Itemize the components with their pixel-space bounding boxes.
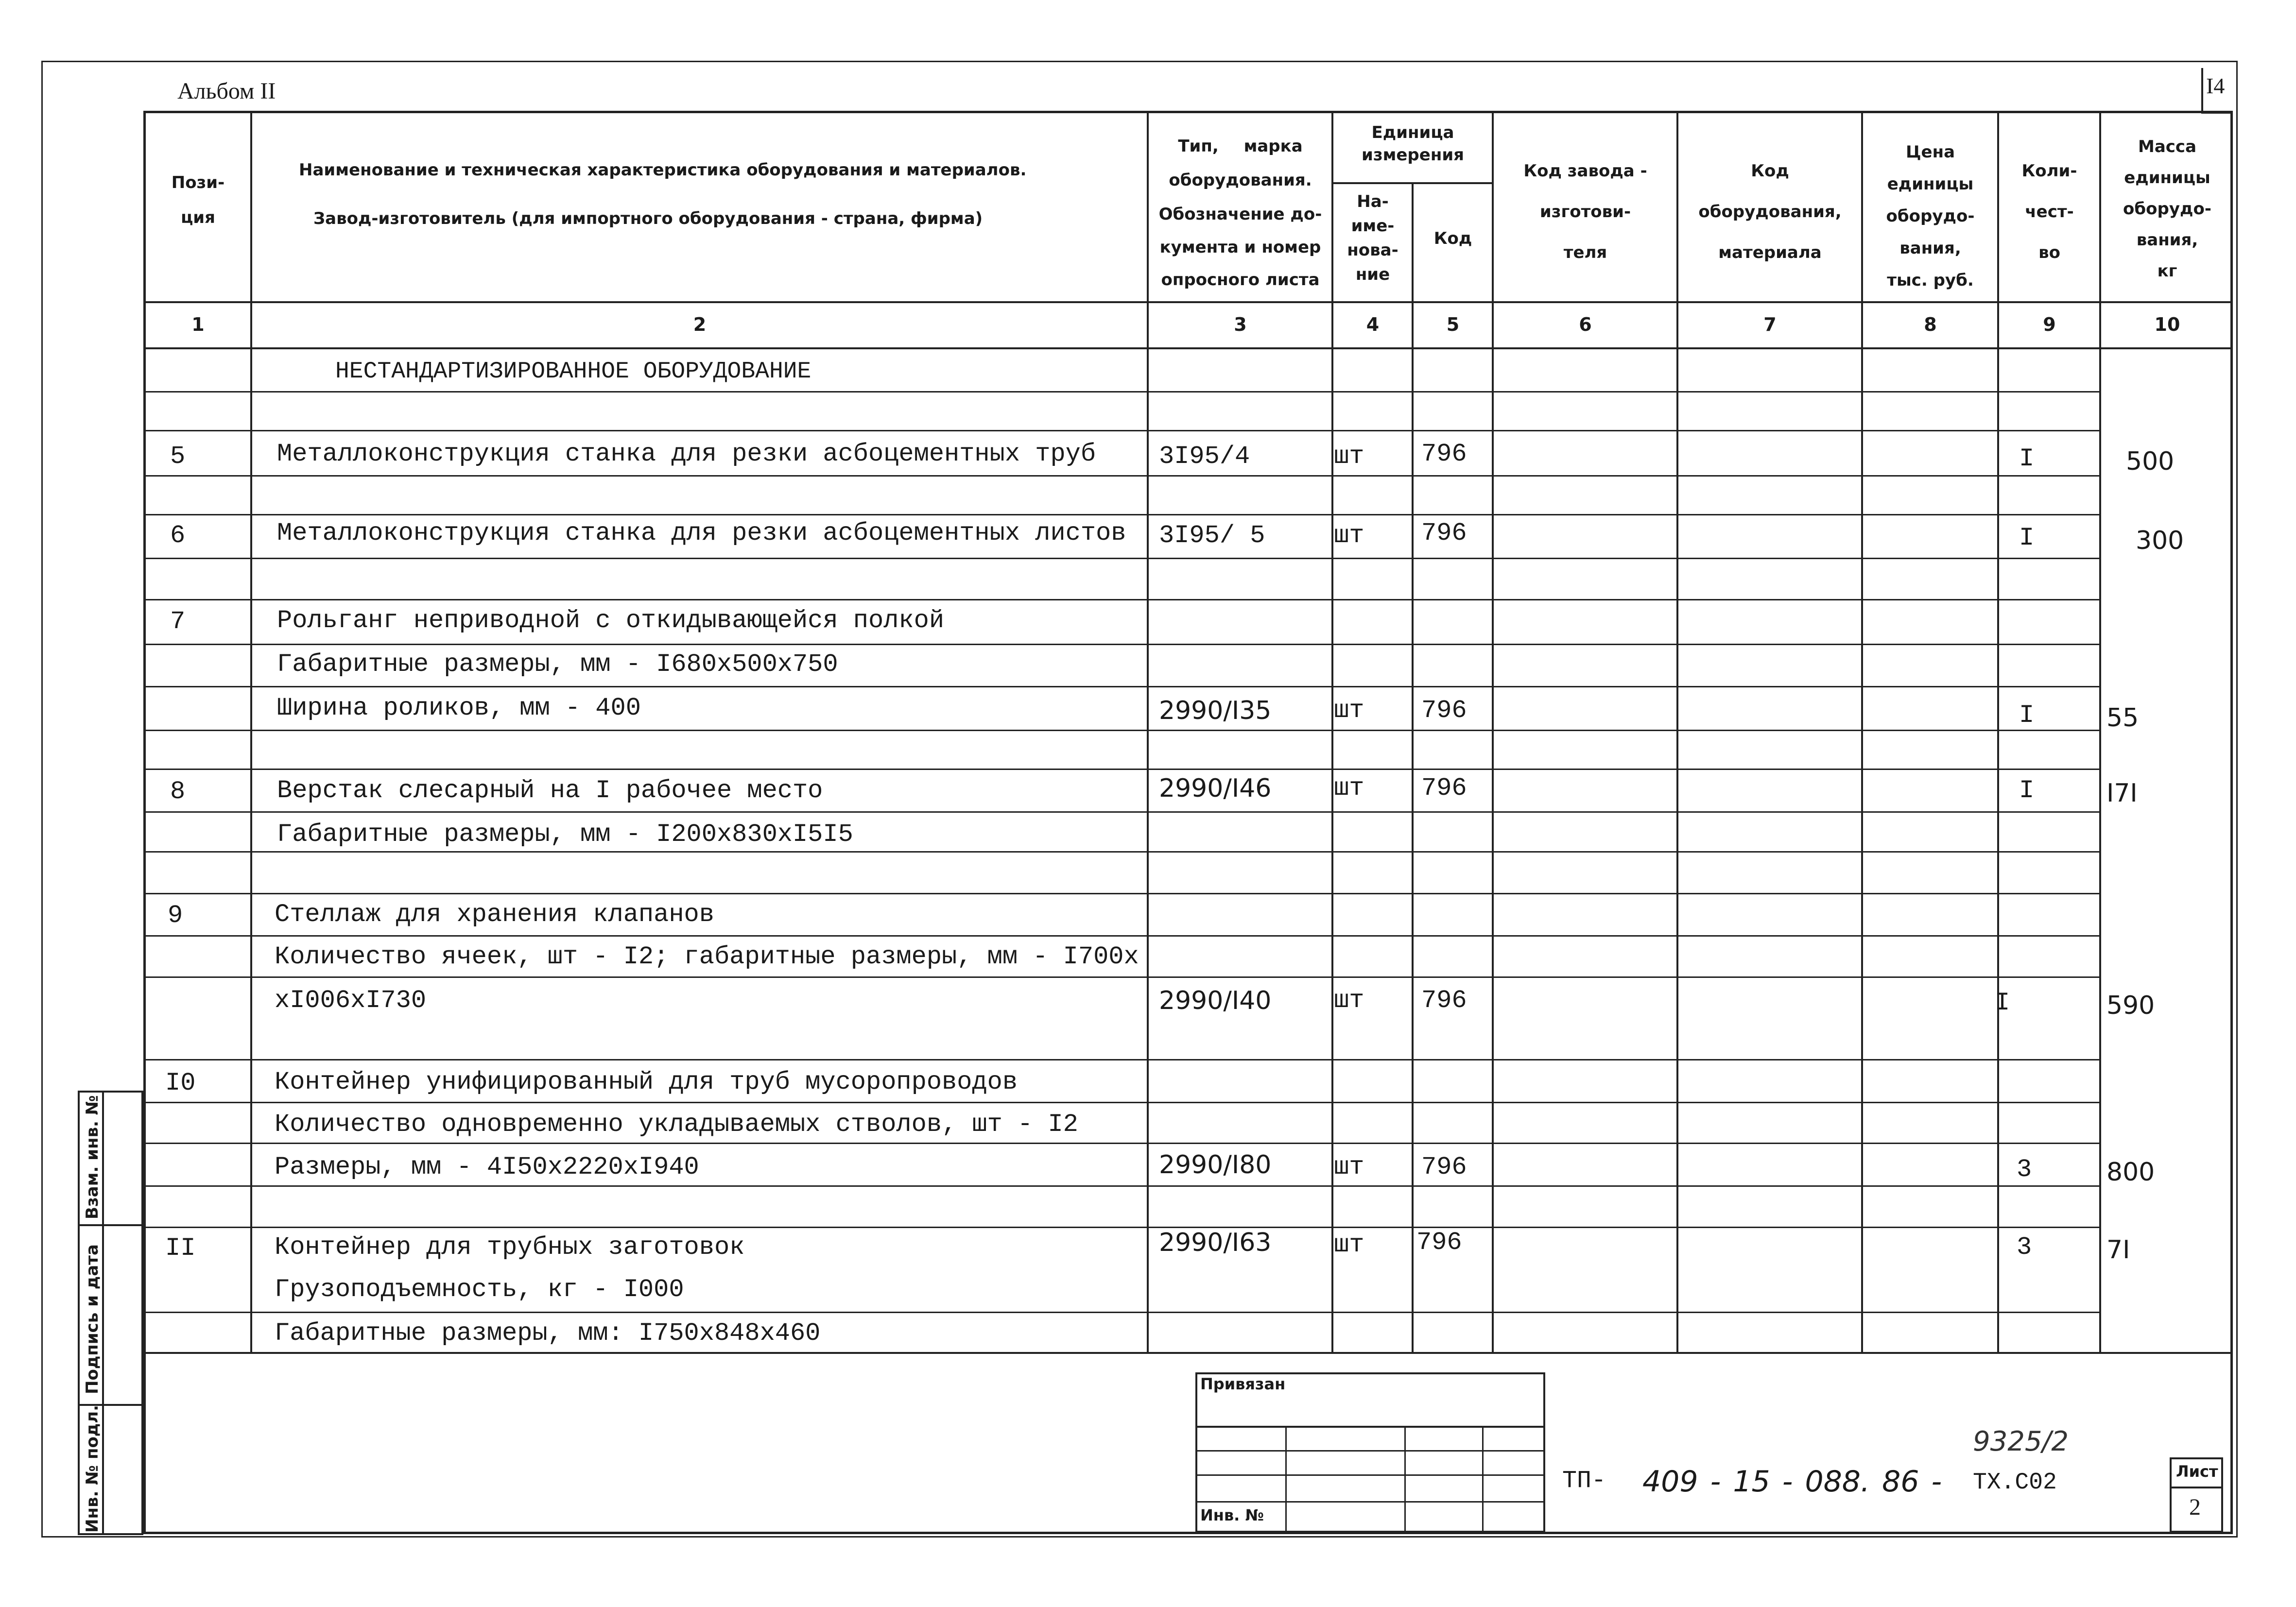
row-line xyxy=(143,1227,2099,1228)
row-mass: 500 xyxy=(2126,447,2175,476)
row-description: Контейнер для трубных заготовок xyxy=(275,1233,745,1262)
col-divider-8 xyxy=(1997,111,1999,1352)
row-unit: шт xyxy=(1334,442,1364,471)
row-unit: шт xyxy=(1334,774,1364,803)
bound-label: Привязан xyxy=(1200,1375,1286,1393)
side-label-inv-orig: Инв. № подл. xyxy=(83,1404,102,1533)
row-unit: шт xyxy=(1334,1231,1364,1259)
row-type: 2990/I46 xyxy=(1159,774,1272,803)
row-line xyxy=(143,475,2099,477)
row-line xyxy=(143,1143,2099,1144)
row-line xyxy=(143,1059,2099,1060)
colnum-2: 2 xyxy=(693,314,707,335)
row-description: Рольганг неприводной с откидывающейся полкой xyxy=(277,606,945,635)
row-description: Габаритные размеры, мм - I200x830xI5I5 xyxy=(277,820,853,849)
row-qty: I xyxy=(1995,989,2010,1017)
row-qty: 3 xyxy=(2017,1233,2032,1262)
side-label-sign-date: Подпись и дата xyxy=(83,1244,102,1394)
row-position: 5 xyxy=(170,442,186,471)
row-type: 2990/I80 xyxy=(1159,1150,1272,1180)
row-type: 2990/I35 xyxy=(1159,696,1272,725)
row-description: Размеры, мм - 4I50x2220xI940 xyxy=(275,1153,699,1181)
row-line xyxy=(143,558,2099,559)
side-label-inv-repl: Взам. инв. № xyxy=(83,1095,102,1219)
row-description: Металлоконструкция станка для резки асбоцементных листов xyxy=(277,519,1126,547)
table-bottom-line xyxy=(143,1352,2233,1354)
row-position: 8 xyxy=(170,777,186,806)
col-divider-1 xyxy=(250,111,252,1352)
stamp-col xyxy=(1482,1426,1484,1533)
row-line xyxy=(143,430,2099,431)
stamp-col xyxy=(1404,1426,1406,1533)
stamp-col xyxy=(1285,1426,1287,1533)
row-mass: 55 xyxy=(2106,703,2139,733)
colnum-9: 9 xyxy=(2043,314,2056,335)
header-type-4: кумента и номер xyxy=(1159,238,1321,257)
colnum-bottom-line xyxy=(143,347,2233,349)
row-position: 9 xyxy=(168,901,183,930)
header-type-3: Обозначение до- xyxy=(1158,205,1322,224)
row-mass: 590 xyxy=(2106,991,2155,1020)
doc-suffix: ТХ.С02 xyxy=(1973,1470,2057,1496)
row-description: Количество одновременно укладываемых стволов, шт - I2 xyxy=(275,1110,1078,1139)
header-type-1: Тип, марка xyxy=(1178,137,1303,156)
row-unit: шт xyxy=(1334,696,1364,725)
inv-label: Инв. № xyxy=(1200,1506,1264,1524)
colnum-7: 7 xyxy=(1763,314,1777,335)
row-line xyxy=(143,730,2099,731)
handwritten-number: 9325/2 xyxy=(1973,1426,2069,1457)
row-description: Ширина роликов, мм - 400 xyxy=(277,694,641,722)
header-equipment-code: Код оборудования, материала xyxy=(1698,161,1842,262)
row-description: Контейнер унифицированный для труб мусоропроводов xyxy=(275,1068,1018,1096)
row-line xyxy=(143,769,2099,770)
row-code: 796 xyxy=(1421,696,1467,725)
row-line xyxy=(143,893,2099,894)
row-line xyxy=(143,391,2099,393)
row-qty: I xyxy=(2019,776,2035,805)
row-qty: I xyxy=(2019,701,2035,730)
row-line xyxy=(143,1185,2099,1187)
row-description: Грузоподъемность, кг - I000 xyxy=(275,1275,684,1304)
row-qty: I xyxy=(2019,524,2035,552)
row-mass: 7I xyxy=(2106,1235,2130,1265)
unit-split-line xyxy=(1331,182,1492,184)
col-divider-7 xyxy=(1861,111,1863,1352)
col-divider-6 xyxy=(1676,111,1678,1352)
colnum-6: 6 xyxy=(1579,314,1592,335)
colnum-8: 8 xyxy=(1924,314,1937,335)
row-mass: 800 xyxy=(2106,1158,2155,1187)
colnum-10: 10 xyxy=(2154,314,2180,335)
colnum-3: 3 xyxy=(1234,314,1247,335)
header-name-line1: Наименование и техническая характеристика оборудования и материалов. xyxy=(299,160,1027,180)
row-type: 2990/I40 xyxy=(1159,986,1272,1015)
row-description: Габаритные размеры, мм - I680x500x750 xyxy=(277,650,838,679)
stamp-line xyxy=(1195,1474,1545,1476)
colnum-4: 4 xyxy=(1366,314,1380,335)
row-unit: шт xyxy=(1334,521,1364,550)
row-type: 3I95/4 xyxy=(1159,442,1250,471)
row-code: 796 xyxy=(1416,1228,1462,1257)
header-quantity: Коли- чест- во xyxy=(2021,161,2077,262)
col-divider-3 xyxy=(1331,111,1333,1352)
row-line xyxy=(143,976,2099,978)
row-unit: шт xyxy=(1334,1153,1364,1181)
header-factory-code: Код завода - изготови- теля xyxy=(1523,161,1647,262)
header-mass: Масса единицы оборудо- вания, кг xyxy=(2123,137,2211,281)
row-position: 6 xyxy=(170,521,186,550)
row-mass: 300 xyxy=(2136,526,2184,555)
row-description: Стеллаж для хранения клапанов xyxy=(275,900,714,929)
row-position: 7 xyxy=(170,607,186,636)
col-divider-2 xyxy=(1147,111,1149,1352)
row-position: II xyxy=(165,1234,196,1263)
top-page-number: I4 xyxy=(2206,73,2225,98)
side-stamp-row xyxy=(78,1224,143,1226)
row-code: 796 xyxy=(1421,440,1467,468)
row-code: 796 xyxy=(1421,519,1467,547)
sheet-label: Лист xyxy=(2176,1462,2218,1481)
header-unit-name: На- име- нова- ние xyxy=(1347,192,1398,284)
row-type: 2990/I63 xyxy=(1159,1228,1272,1257)
row-type: 3I95/ 5 xyxy=(1159,521,1265,550)
row-description: Количество ячеек, шт - I2; габаритные размеры, мм - I700x xyxy=(275,942,1139,971)
row-line xyxy=(143,644,2099,645)
row-line xyxy=(143,686,2099,687)
doc-number-prefix: ТП- xyxy=(1562,1467,1606,1495)
stamp-line xyxy=(1195,1501,1545,1503)
doc-number: 409 - 15 - 088. 86 - xyxy=(1642,1465,1942,1499)
header-type-5: опросного листа xyxy=(1161,270,1320,290)
row-line xyxy=(143,514,2099,515)
row-position: I0 xyxy=(165,1069,196,1097)
colnum-5: 5 xyxy=(1446,314,1460,335)
col-divider-4 xyxy=(1412,182,1414,1352)
row-qty: 3 xyxy=(2017,1155,2032,1184)
col-divider-5 xyxy=(1492,111,1494,1352)
header-name-line2: Завод-изготовитель (для импортного оборудования - страна, фирма) xyxy=(313,209,983,228)
row-code: 796 xyxy=(1421,986,1467,1015)
side-stamp-divider xyxy=(102,1091,104,1535)
sheet-box-line xyxy=(2170,1487,2223,1488)
header-price: Цена единицы оборудо- вания, тыс. руб. xyxy=(1886,142,1975,290)
album-label: Альбом II xyxy=(177,78,276,104)
row-description: Габаритные размеры, мм: I750x848x460 xyxy=(275,1319,821,1348)
row-line xyxy=(143,935,2099,937)
row-code: 796 xyxy=(1421,774,1467,803)
row-code: 796 xyxy=(1421,1153,1467,1181)
row-line xyxy=(143,1312,2099,1313)
row-mass: I7I xyxy=(2106,779,2138,808)
row-description: xI006xI730 xyxy=(275,986,427,1015)
row-line xyxy=(143,811,2099,813)
header-unit: Единица измерения xyxy=(1362,123,1464,165)
row-qty: I xyxy=(2019,444,2035,473)
row-description: Верстак слесарный на I рабочее место xyxy=(277,776,823,805)
row-unit: шт xyxy=(1334,986,1364,1015)
header-type-2: оборудования. xyxy=(1169,171,1312,190)
row-line xyxy=(143,599,2099,600)
colnum-1: 1 xyxy=(191,314,205,335)
stamp-line xyxy=(1195,1426,1545,1428)
stamp-line xyxy=(1195,1450,1545,1452)
section-title: НЕСТАНДАРТИЗИРОВАННОЕ ОБОРУДОВАНИЕ xyxy=(335,359,811,385)
sheet-number: 2 xyxy=(2189,1494,2201,1520)
header-unit-code: Код xyxy=(1433,229,1472,248)
row-line xyxy=(143,1102,2099,1103)
header-position: Пози- ция xyxy=(171,173,225,227)
row-description: Металлоконструкция станка для резки асбоцементных труб xyxy=(277,440,1096,468)
col-divider-9 xyxy=(2099,111,2101,1352)
